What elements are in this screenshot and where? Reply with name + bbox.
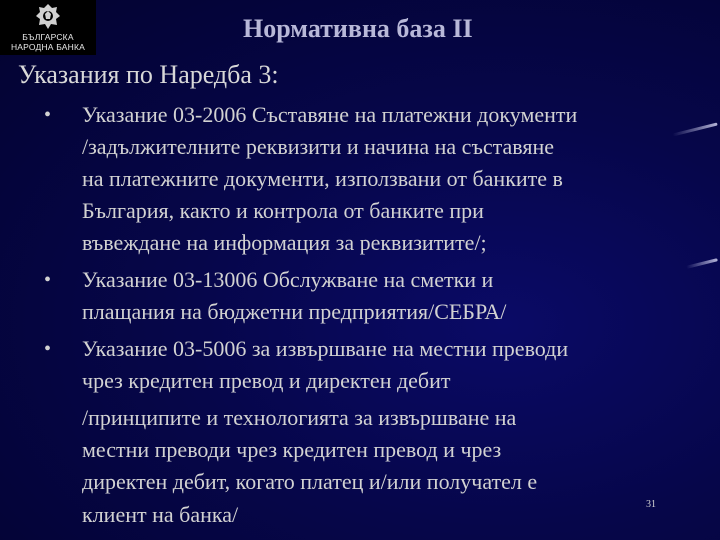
bullet-3-line-5: директен дебит, когато платец и/или получател е: [82, 469, 538, 494]
bullet-marker: •: [44, 338, 52, 360]
bullet-marker: •: [44, 269, 52, 291]
decorative-streak: [672, 122, 717, 136]
bullet-2-line-1: Указание 03-13006 Обслужване на сметки и: [82, 267, 494, 292]
bullet-3-line-4: местни преводи чрез кредитен превод и чрез: [82, 437, 502, 462]
logo-text-line2: НАРОДНА БАНКА: [10, 42, 86, 52]
bullet-3-line-6: клиент на банка/: [82, 502, 239, 527]
bullet-3-line-2: чрез кредитен превод и директен дебит: [82, 368, 451, 393]
bank-logo: [0, 0, 96, 55]
bullet-1-line-5: въвеждане на информация за реквизитите/;: [82, 230, 487, 255]
bullet-3-line-1: Указание 03-5006 за извършване на местни преводи: [82, 336, 569, 361]
section-subtitle: Указания по Наредба 3:: [18, 60, 279, 89]
bullet-3-line-3: /принципите и технологията за извършване на: [82, 405, 517, 430]
bullet-marker: •: [44, 104, 52, 126]
lion-crest-icon: [33, 2, 63, 32]
bullet-1-line-4: България, както и контрола от банките при: [82, 198, 484, 223]
page-number: 31: [646, 499, 656, 510]
bullet-1-line-1: Указание 03-2006 Съставяне на платежни документи: [82, 102, 578, 127]
bullet-2-line-2: плащания на бюджетни предприятия/СЕБРА/: [82, 299, 507, 324]
decorative-streak: [686, 258, 718, 269]
logo-text-line1: БЪЛГАРСКА: [22, 32, 74, 42]
bullet-1-line-2: /задължителните реквизити и начина на съставяне: [82, 134, 554, 159]
page-title: Нормативна база II: [243, 14, 473, 43]
bullet-1-line-3: на платежните документи, използвани от банките в: [82, 166, 563, 191]
